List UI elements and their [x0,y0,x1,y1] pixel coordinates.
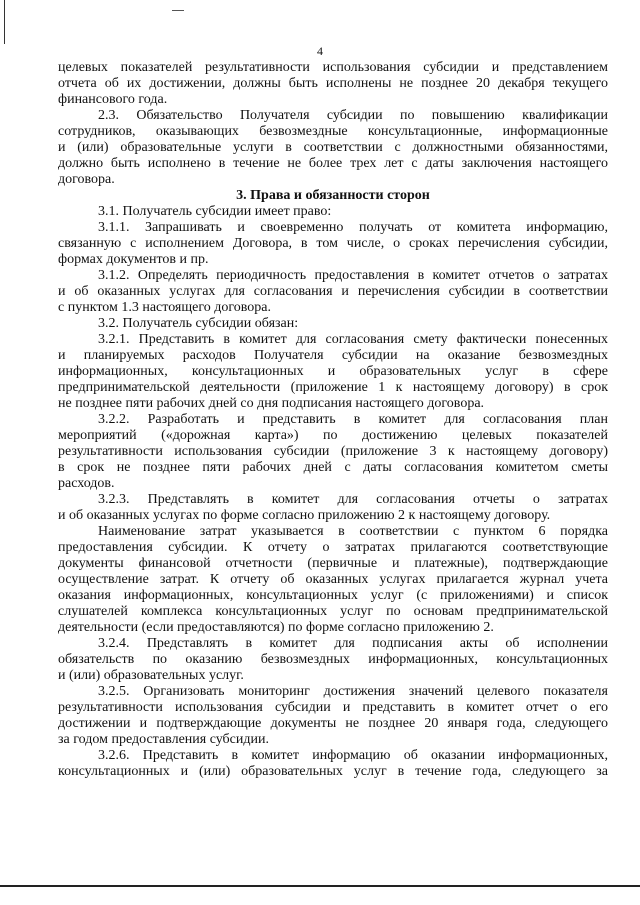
paragraph-cost-names [58,524,608,636]
text-line: 3.2.2. Разработать и представить в комитет для согласования план [98,412,608,427]
text-line: в срок не позднее пяти рабочих дней с даты согласования комитетом сметы [58,460,608,475]
text-line: результативности использования субсидии и представить в комитет отчет о его [58,700,608,715]
text-line: с пунктом 1.3 настоящего договора. [58,300,272,315]
text-line: 3.2. Получатель субсидии обязан: [98,316,299,331]
text-line: 3.2.3. Представлять в комитет для согласования отчеты о затратах [98,492,608,507]
text-line: 3.1.2. Определять периодичность предоставления в комитет отчетов о затратах [98,268,608,283]
text-line: и об оказанных услугах по форме согласно приложению 2 к настоящему договору. [58,508,551,523]
text-line: целевых показателей результативности использования субсидии и представлением [58,60,608,75]
paragraph-3-2-6 [58,748,608,780]
paragraph-3-2-5 [58,684,608,748]
text-line: сотрудников, оказывающих безвозмездные консультационные, информационные [58,124,608,139]
text-line: 3.2.4. Представлять в комитет для подписания акты об исполнении [98,636,608,651]
scan-bottom-edge [0,885,640,887]
text-line: и (или) образовательные услуги в соответствии с должностными обязанностями, [58,140,608,155]
text-line: договора. [58,172,115,187]
document-body [58,60,608,780]
paragraph-3-2 [58,316,608,332]
paragraph-continuation [58,60,608,108]
text-line: информационных, консультационных и образовательных услуг в сфере [58,364,608,379]
paragraph-2-3 [58,108,608,188]
text-line: консультационных и (или) образовательных услуг в течение года, следующего за [58,764,608,779]
paragraph-3-2-2 [58,412,608,492]
text-line: документы финансовой отчетности (первичные и платежные), подтверждающие [58,556,608,571]
paragraph-3-1-2 [58,268,608,316]
text-line: осуществление затрат. К отчету об оказанных услугах прилагается журнал учета [58,572,608,587]
text-line: формах документов и пр. [58,252,209,267]
text-line: и об оказанных услугах для согласования и перечисления субсидии в соответствии [58,284,608,299]
text-line: оказания информационных, консультационных услуг (с приложениями) и список [58,588,608,603]
text-line: предпринимательской деятельности (приложение 1 к настоящему договору) в срок [58,380,608,395]
text-line: расходов. [58,476,115,491]
paragraph-3-2-4 [58,636,608,684]
text-line: и планируемых расходов Получателя субсидии на оказание безвозмездных [58,348,608,363]
text-line: обязательств по оказанию безвозмездных информационных, консультационных [58,652,608,667]
text-line: деятельности (если предоставляются) по форме согласно приложению 2. [58,620,494,635]
scan-dash-mark [172,10,184,11]
text-line: 3.2.6. Представить в комитет информацию об оказании информационных, [98,748,608,763]
text-line: отчета об их достижении, должны быть исполнены не позднее 20 декабря текущего [58,76,608,91]
text-line: за годом предоставления субсидии. [58,732,269,747]
section-heading [58,188,608,204]
text-line: 3.1.1. Запрашивать и своевременно получать от комитета информацию, [98,220,608,235]
text-line: 3.2.1. Представить в комитет для согласования смету фактически понесенных [98,332,608,347]
paragraph-3-1-1 [58,220,608,268]
scan-border-mark [4,0,5,44]
text-line: слушателей комплекса консультационных услуг по основам предпринимательской [58,604,608,619]
paragraph-3-1 [58,204,608,220]
text-line: 3.2.5. Организовать мониторинг достижения значений целевого показателя [98,684,608,699]
text-line: предоставления субсидии. К отчету о затратах прилагаются соответствующие [58,540,608,555]
text-line: связанную с исполнением Договора, в том числе, о сроках перечисления субсидии, [58,236,608,251]
text-line: финансового года. [58,92,168,107]
text-line: и (или) образовательных услуг. [58,668,244,683]
text-line: Наименование затрат указывается в соответствии с пунктом 6 порядка [98,524,608,539]
paragraph-3-2-1 [58,332,608,412]
text-line: результативности использования субсидии (приложение 3 к настоящему договору) [58,444,608,459]
paragraph-3-2-3 [58,492,608,524]
text-line: не позднее пяти рабочих дней со дня подписания настоящего договора. [58,396,485,411]
section-title: 3. Права и обязанности сторон [236,188,430,203]
text-line: должно быть исполнено в течение не более трех лет с даты заключения настоящего [58,156,608,171]
text-line: мероприятий («дорожная карта») по достижению целевых показателей [58,428,608,443]
page-number: 4 [317,44,323,58]
text-line: достижении и подтверждающие документы не позднее 20 января года, следующего [58,716,608,731]
text-line: 3.1. Получатель субсидии имеет право: [98,204,332,219]
text-line: 2.3. Обязательство Получателя субсидии по повышению квалификации [98,108,608,123]
